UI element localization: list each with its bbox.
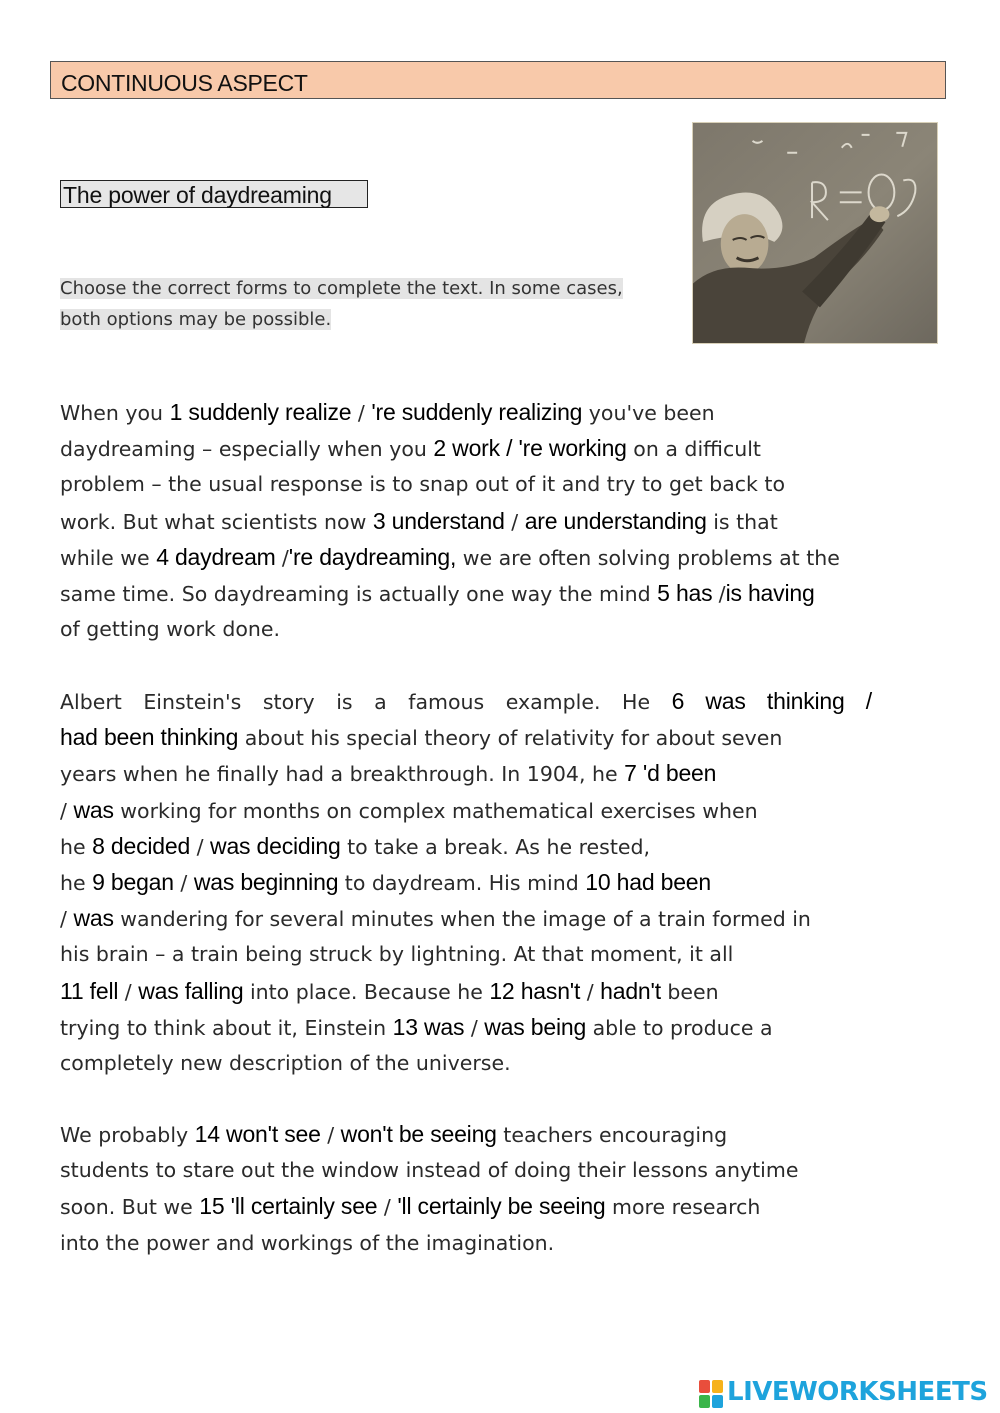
text: completely new description of the universe.: [60, 1050, 511, 1075]
answer-option[interactable]: 6 was thinking /: [671, 688, 872, 714]
text: into the power and workings of the imagination.: [60, 1230, 555, 1255]
answer-option[interactable]: was: [73, 796, 114, 823]
page-title: CONTINUOUS ASPECT: [61, 70, 308, 96]
text-line: [60, 828, 940, 864]
text: /: [190, 834, 211, 859]
text-line: [60, 575, 940, 611]
text: same time. So daydreaming is actually one way the mind: [60, 581, 658, 606]
text: students to stare out the window instead of doing their lessons anytime: [60, 1158, 799, 1183]
paragraph-2: [60, 683, 940, 1081]
answer-option[interactable]: was deciding: [210, 832, 341, 859]
text-line: [60, 864, 940, 900]
answer-option[interactable]: 4 daydream: [156, 543, 282, 570]
logo-icon: [697, 1379, 725, 1409]
text: /: [320, 1123, 341, 1147]
text: /: [60, 798, 74, 823]
answer-option[interactable]: 12 hasn't: [489, 977, 581, 1004]
text: /: [281, 545, 289, 570]
text: /: [351, 401, 372, 425]
text-line: [60, 430, 940, 466]
text: he: [60, 834, 93, 859]
text: /: [173, 870, 194, 895]
text: /: [464, 1015, 485, 1040]
text-line: [60, 683, 872, 719]
text-line: [60, 503, 940, 539]
text: We probably: [60, 1123, 195, 1147]
text: we are often solving problems at the: [456, 545, 840, 570]
text-line: [60, 1045, 940, 1081]
text: /: [504, 509, 525, 534]
text: /: [718, 581, 726, 606]
instructions: [60, 273, 680, 335]
text: /: [377, 1195, 398, 1220]
text: to daydream. His mind: [338, 870, 586, 895]
text: while we: [60, 545, 157, 570]
answer-option[interactable]: is having: [725, 579, 815, 606]
text: teachers encouraging: [496, 1123, 728, 1147]
text: you've been: [582, 401, 715, 425]
answer-option[interactable]: 14 won't see: [194, 1121, 321, 1147]
answer-option[interactable]: had been thinking: [60, 724, 239, 751]
answer-option[interactable]: 13 was: [392, 1013, 465, 1040]
instructions-line-2: both options may be possible.: [60, 309, 332, 330]
paragraph-3: [60, 1116, 940, 1261]
liveworksheets-logo[interactable]: [697, 1376, 995, 1410]
text: more research: [605, 1195, 761, 1220]
answer-option[interactable]: 2 work / 're working: [433, 435, 627, 462]
text: on a difficult: [626, 437, 761, 462]
einstein-photo: [692, 122, 938, 344]
text-line: [60, 1188, 940, 1224]
text-line: [60, 719, 940, 755]
answer-option[interactable]: 'll certainly be seeing: [397, 1193, 606, 1220]
answer-option[interactable]: was being: [484, 1013, 587, 1040]
text: his brain – a train being struck by lightning. At that moment, it all: [60, 942, 734, 967]
text: Albert Einstein's story is a famous example. He: [60, 690, 672, 714]
text: to take a break. As he rested,: [340, 834, 651, 859]
text-line: [60, 936, 940, 972]
answer-option[interactable]: won't be seeing: [340, 1121, 497, 1147]
answer-option[interactable]: 're daydreaming,: [288, 543, 457, 570]
text-line: [60, 1116, 940, 1152]
paragraph-1: [60, 394, 940, 647]
answer-option[interactable]: was: [73, 905, 114, 932]
answer-option[interactable]: 5 has: [657, 579, 719, 606]
answer-option[interactable]: 15 'll certainly see: [199, 1193, 378, 1220]
text-line: [60, 973, 940, 1009]
answer-option[interactable]: 11 fell: [60, 977, 119, 1004]
text-line: [60, 611, 940, 647]
text: problem – the usual response is to snap out of it and try to get back to: [60, 472, 785, 497]
text-line: [60, 1152, 940, 1188]
text-line: [60, 394, 940, 430]
text: of getting work done.: [60, 617, 280, 642]
text: trying to think about it, Einstein: [60, 1015, 393, 1040]
text: about his special theory of relativity for about seven: [238, 726, 783, 751]
logo-text: LIVEWORKSHEETS: [727, 1377, 988, 1407]
text-line: [60, 1009, 940, 1045]
answer-option[interactable]: 1 suddenly realize: [169, 399, 352, 425]
text: into place. Because he: [243, 979, 490, 1004]
text: /: [60, 907, 74, 932]
text: soon. But we: [60, 1195, 200, 1220]
text: work. But what scientists now: [60, 509, 373, 534]
answer-option[interactable]: 10 had been: [585, 868, 711, 895]
header-bar: [50, 61, 946, 99]
text: When you: [60, 401, 170, 425]
text: been: [660, 979, 719, 1004]
answer-option[interactable]: 8 decided: [92, 832, 191, 859]
text: /: [580, 979, 601, 1004]
answer-option[interactable]: 9 began: [92, 868, 174, 895]
answer-option[interactable]: 7 'd been: [624, 760, 717, 787]
instructions-line-1: Choose the correct forms to complete the text. In some cases,: [60, 278, 623, 299]
answer-option[interactable]: hadn't: [600, 977, 661, 1004]
text: years when he finally had a breakthrough. In 1904, he: [60, 762, 625, 787]
answer-option[interactable]: was beginning: [193, 868, 339, 895]
answer-option[interactable]: 're suddenly realizing: [371, 399, 583, 425]
answer-option[interactable]: was falling: [138, 977, 244, 1004]
subtitle: The power of daydreaming: [63, 182, 332, 208]
text-line: [60, 539, 940, 575]
text-line: [60, 755, 940, 791]
text-line: [60, 900, 940, 936]
answer-option[interactable]: 3 understand: [372, 507, 505, 534]
text: wandering for several minutes when the image of a train formed in: [113, 907, 811, 932]
text: is that: [706, 509, 778, 534]
text: working for months on complex mathematical exercises when: [113, 798, 758, 823]
subtitle-box: [60, 180, 368, 208]
text: daydreaming – especially when you: [60, 437, 434, 462]
text-line: [60, 792, 940, 828]
text-line: [60, 1225, 940, 1261]
text: /: [118, 979, 139, 1004]
text-line: [60, 466, 940, 502]
text: he: [60, 870, 93, 895]
answer-option[interactable]: are understanding: [524, 507, 707, 534]
text: able to produce a: [586, 1015, 773, 1040]
